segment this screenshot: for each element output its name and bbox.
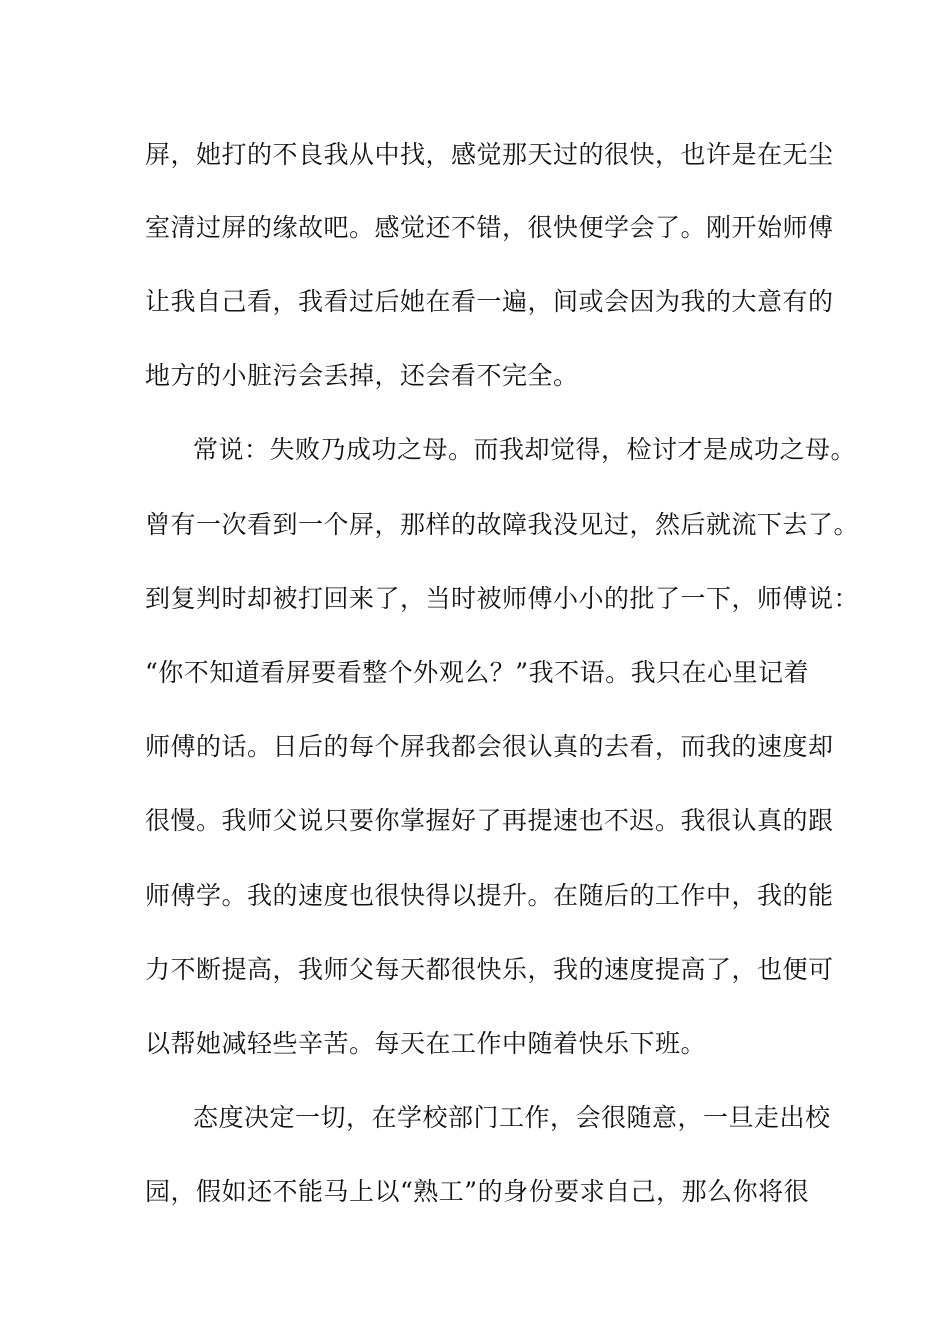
text-line: “你不知道看屏要看整个外观么？”我不语。我只在心里记着 bbox=[145, 658, 810, 687]
text-line: 屏，她打的不良我从中找，感觉那天过的很快，也许是在无尘 bbox=[145, 140, 834, 169]
text-line: 很慢。我师父说只要你掌握好了再提速也不迟。我很认真的跟 bbox=[145, 806, 834, 835]
text-line: 以帮她减轻些辛苦。每天在工作中随着快乐下班。 bbox=[145, 1029, 707, 1058]
text-line: 地方的小脏污会丢掉，还会看不完全。 bbox=[145, 361, 579, 390]
paragraph-start-line: 态度决定一切，在学校部门工作，会很随意，一旦走出校 bbox=[193, 1103, 831, 1132]
text-line: 室清过屏的缘故吧。感觉还不错，很快便学会了。刚开始师傅 bbox=[145, 213, 834, 242]
text-line: 师傅学。我的速度也很快得以提升。在随后的工作中，我的能 bbox=[145, 881, 834, 910]
text-line: 力不断提高，我师父每天都很快乐，我的速度提高了，也便可 bbox=[145, 955, 834, 984]
text-line: 到复判时却被打回来了，当时被师傅小小的批了一下，师傅说： bbox=[145, 584, 860, 613]
text-line: 让我自己看，我看过后她在看一遍，间或会因为我的大意有的 bbox=[145, 287, 834, 316]
text-line: 园，假如还不能马上以“熟工”的身份要求自己，那么你将很 bbox=[145, 1177, 810, 1206]
paragraph-start-line: 常说：失败乃成功之母。而我却觉得，检讨才是成功之母。 bbox=[193, 435, 857, 464]
text-line: 曾有一次看到一个屏，那样的故障我没见过，然后就流下去了。 bbox=[145, 510, 860, 539]
text-line: 师傅的话。日后的每个屏我都会很认真的去看，而我的速度却 bbox=[145, 732, 834, 761]
